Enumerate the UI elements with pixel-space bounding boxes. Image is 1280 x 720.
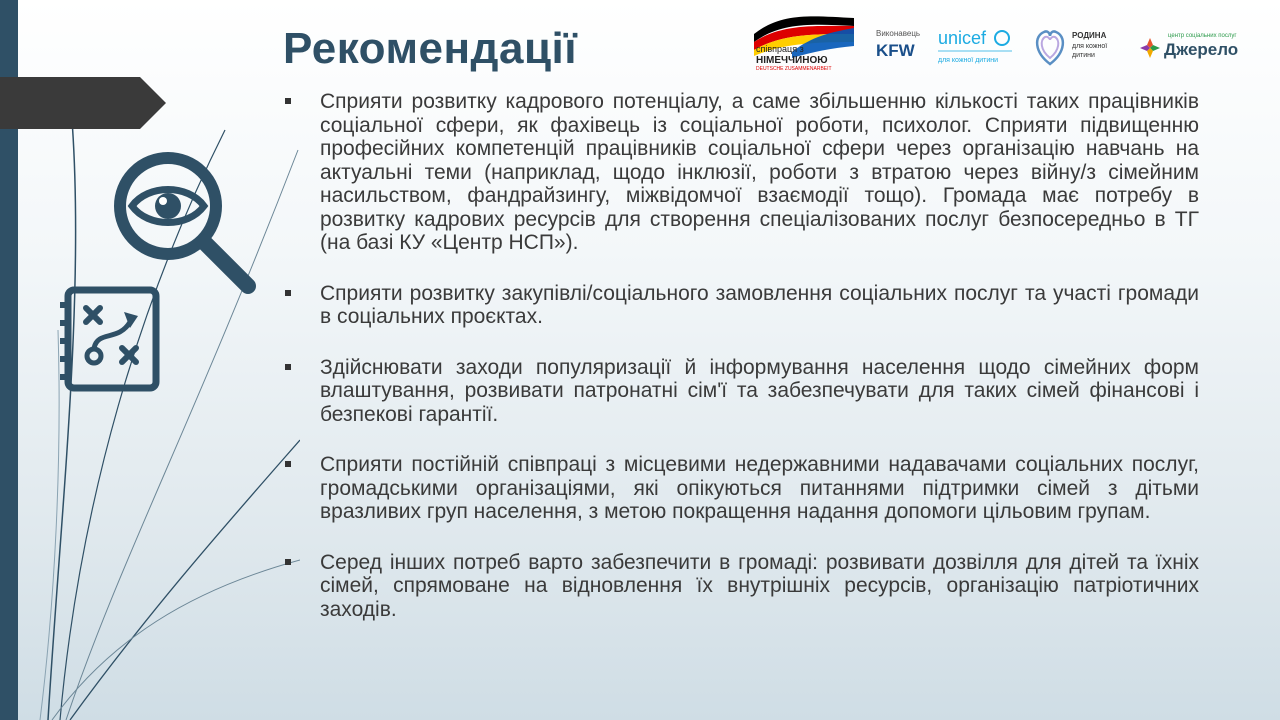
germany-line1: співпраця з	[756, 44, 804, 54]
recommendation-item: Сприяти розвитку закупівлі/соціального замовлення соціальних послуг та участі громади в соціальних проєктах.	[283, 282, 1199, 329]
recommendation-item: Сприяти розвитку кадрового потенціалу, а саме збільшенню кількості таких працівників соціальної сфери, як фахівець із соціальної роботи, психолог. Сприяти підвищенню професійних компетенцій працівників соціальної сфери через організацію навчань на актуальні теми (наприклад, щодо інклюзії, роботи з втратою через війну/з сімейним насильством, фандрайзингу, міжвідомчої взаємодії тощо). Громада має потребу в розвитку кадрових ресурсів для створення спеціалізованих послуг безпосередньо в ТГ (на базі КУ «Центр НСП»).	[283, 90, 1199, 255]
unicef-name: unicef	[938, 28, 987, 48]
kfw-caption: Виконавець	[876, 29, 921, 38]
kfw-logo	[874, 26, 922, 66]
magnifier-eye-icon	[108, 148, 260, 300]
recommendation-item: Здійснювати заходи популяризації й інформування населення щодо сімейних форм влаштування, розвивати патронатні сім'ї та забезпечувати для таких сімей фінансові і безпекові гарантії.	[283, 356, 1199, 427]
rodyna-logo	[1032, 26, 1122, 70]
partner-logos	[752, 12, 1262, 74]
kfw-name: KFW	[876, 41, 915, 60]
recommendations-list	[283, 90, 1199, 648]
strategy-board-icon	[58, 286, 160, 392]
rodyna-name: РОДИНА	[1072, 31, 1107, 40]
title-arrow-shape	[0, 77, 166, 129]
recommendation-item: Серед інших потреб варто забезпечити в громаді: розвивати дозвілля для дітей та їхніх сімей, спрямоване на відновлення їх внутрішніх ресурсів, організацію патріотичних заходів.	[283, 551, 1199, 622]
dzherelo-name: Джерело	[1164, 40, 1239, 59]
dzherelo-logo	[1136, 28, 1262, 68]
rodyna-line3: дитини	[1072, 52, 1095, 59]
germany-line3: DEUTSCHE ZUSAMMENARBEIT	[756, 66, 832, 72]
rodyna-line2: для кожної	[1072, 43, 1108, 50]
page-title: Рекомендації	[283, 24, 578, 73]
unicef-logo	[936, 26, 1014, 70]
dzherelo-caption: центр соціальних послуг	[1168, 33, 1237, 39]
germany-cooperation-logo	[752, 12, 856, 72]
recommendation-item: Сприяти постійній співпраці з місцевими недержавними надавачами соціальних послуг, громадськими організаціями, які опікуються питаннями підтримки сімей з дітьми вразливих груп населення, з метою покращення надання допомоги цільовим групам.	[283, 453, 1199, 524]
unicef-caption: для кожної дитини	[938, 57, 999, 64]
germany-line2: НІМЕЧЧИНОЮ	[756, 55, 828, 66]
